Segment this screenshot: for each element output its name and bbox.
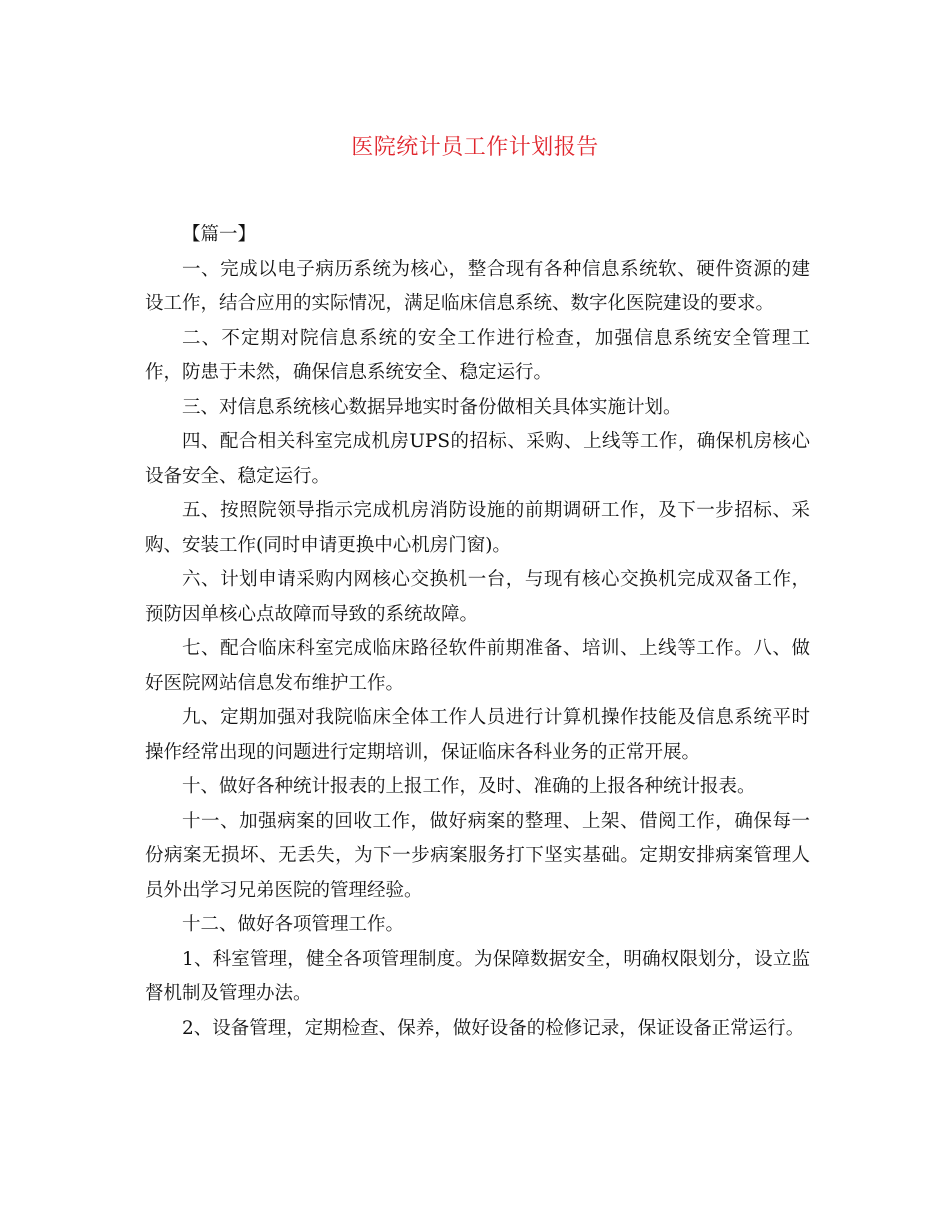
paragraph-5: 五、按照院领导指示完成机房消防设施的前期调研工作，及下一步招标、采购、安装工作(同时申请更换中心机房门窗)。 [145,500,810,556]
paragraph-10: 十一、加强病案的回收工作，做好病案的整理、上架、借阅工作，确保每一份病案无损坏、无丢失，为下一步病案服务打下坚实基础。定期安排病案管理人员外出学习兄弟医院的管理经验。 [145,810,810,901]
document-title: 医院统计员工作计划报告 [351,135,599,160]
paragraph-13: 2、设备管理，定期检查、保养，做好设备的检修记录，保证设备正常运行。 [182,1017,805,1039]
paragraph-12: 1、科室管理，健全各项管理制度。为保障数据安全，明确权限划分，设立监督机制及管理办法。 [145,948,810,1004]
section-heading: 【篇一】 [182,224,257,245]
document-body [145,218,810,1046]
paragraph-9: 十、做好各种统计报表的上报工作，及时、准确的上报各种统计报表。 [182,776,756,797]
paragraph-7: 七、配合临床科室完成临床路径软件前期准备、培训、上线等工作。八、做好医院网站信息发布维护工作。 [145,638,810,694]
paragraph-8: 九、定期加强对我院临床全体工作人员进行计算机操作技能及信息系统平时操作经常出现的问题进行定期培训，保证临床各科业务的正常开展。 [145,707,810,763]
paragraph-3: 三、对信息系统核心数据异地实时备份做相关具体实施计划。 [182,396,682,418]
paragraph-11: 十二、做好各项管理工作。 [182,914,405,935]
paragraph-2: 二、不定期对院信息系统的安全工作进行检查，加强信息系统安全管理工作，防患于未然，确保信息系统安全、稳定运行。 [145,327,810,383]
paragraph-1: 一、完成以电子病历系统为核心，整合现有各种信息系统软、硬件资源的建设工作，结合应用的实际情况，满足临床信息系统、数字化医院建设的要求。 [145,258,810,314]
paragraph-4: 四、配合相关科室完成机房UPS的招标、采购、上线等工作，确保机房核心设备安全、稳定运行。 [145,431,810,487]
paragraph-6: 六、计划申请采购内网核心交换机一台，与现有核心交换机完成双备工作，预防因单核心点故障而导致的系统故障。 [145,569,810,625]
